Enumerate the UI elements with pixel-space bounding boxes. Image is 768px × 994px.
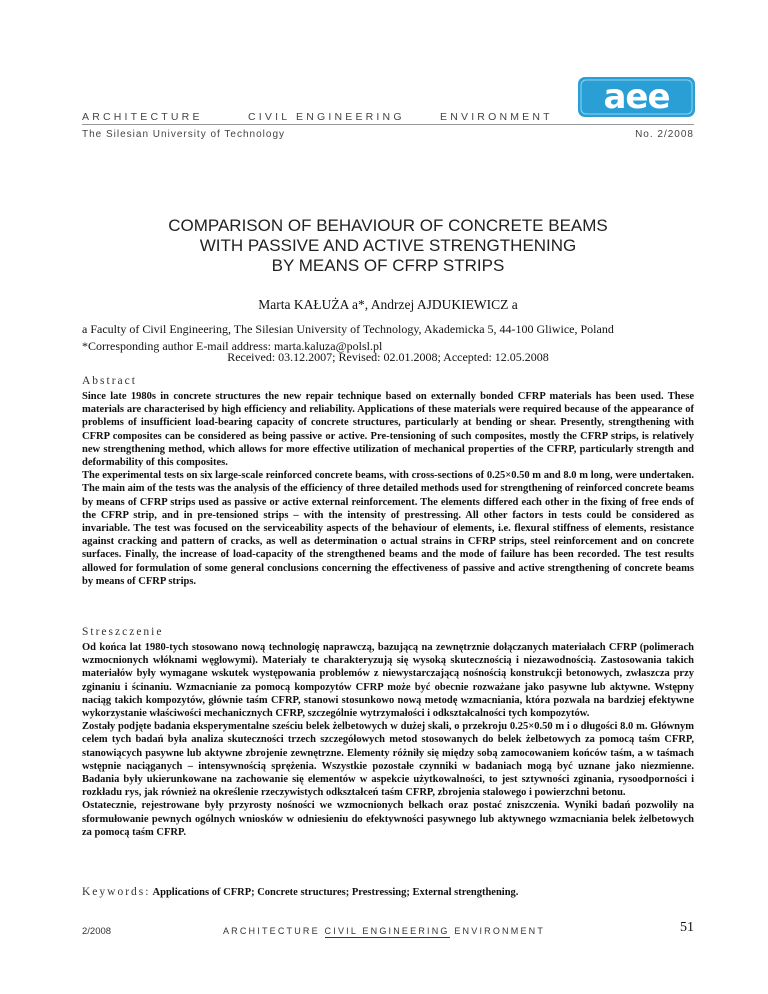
keywords (82, 886, 694, 899)
issue-number: No. 2/2008 (635, 129, 694, 140)
abstract-paragraph: Since late 1980s in concrete structures the new repair technique based on externally bonded CFRP materials has been used. These materials are characterised by high efficiency and reliability. Applications of these materials were required because of the appearance of problems of insufficient load-bearing capacity of concrete structures, particularly at bending or shear. Presently, strengthening with CFRP composites can be considered as being passive or active. Pre-tensioning of such composites, mostly the CFRP strips, is relatively new strengthening method, which allows for more effective utilization of mechanical properties of the CFRP, particularly strength and deformability of this composites. (82, 391, 694, 469)
authors: Marta KAŁUŻA a*, Andrzej AJDUKIEWICZ a (258, 297, 518, 312)
paper-title (82, 216, 694, 276)
page-number: 51 (680, 920, 694, 935)
title-line-1: COMPARISON OF BEHAVIOUR OF CONCRETE BEAMS (168, 216, 608, 235)
affiliation: a Faculty of Civil Engineering, The Silesian University of Technology, Akademicka 5, 44-100 Gliwice, Poland (82, 322, 614, 336)
title-line-2: WITH PASSIVE AND ACTIVE STRENGTHENING (199, 236, 577, 255)
journal-logo (578, 77, 695, 117)
footer-word-civil-engineering: CIVIL ENGINEERING (324, 926, 450, 936)
journal-word-environment: ENVIRONMENT (440, 111, 553, 123)
corresponding-author: *Corresponding author E-mail address: marta.kaluza@polsl.pl (82, 339, 383, 353)
university-name: The Silesian University of Technology (82, 129, 286, 140)
footer-word-environment: ENVIRONMENT (454, 926, 546, 936)
journal-word-architecture: ARCHITECTURE (82, 111, 203, 123)
journal-word-civil-engineering: CIVIL ENGINEERING (248, 111, 405, 123)
logo-text: aee (603, 77, 670, 117)
streszczenie-paragraph: Ostatecznie, rejestrowane były przyrosty nośności we wzmocnionych belkach oraz postać zniszczenia. Wyniki badań pozwoliły na sformułowanie pewnych ogólnych wniosków w odniesieniu do efektywności pasywnego lub aktywnego wzmacniania belek żelbetowych za pomocą taśm CFRP. (82, 800, 694, 838)
streszczenie-heading: Streszczenie (82, 626, 164, 638)
footer-word-architecture: ARCHITECTURE (222, 926, 320, 936)
abstract-paragraph: The experimental tests on six large-scale reinforced concrete beams, with cross-sections of 0.25×0.50 m and 8.0 m long, were undertaken. The main aim of the tests was the analysis of the efficiency of three detailed methods used for strengthening of reinforced concrete beams by means of CFRP strips used as passive or active external reinforcement. The elements differed each other in the fixing of free ends of the CFRP strip, and in pre-tensioned strips – with the intensity of prestressing. All other factors in tests could be considered as invariable. The test was focused on the serviceability aspects of the behaviour of elements, i.e. flexural stiffness of elements, resistance against cracking and pattern of cracks, as well as determination o actual strains in CFRP strips, steel reinforcement and on concrete surfaces. Finally, the increase of load-capacity of the strengthened beams and the mode of failure has been recorded. The test results allowed for formulation of some general conclusions concerning the effectiveness of passive and active strengthening of concrete beams by means of CFRP strips. (82, 470, 694, 587)
abstract-heading: Abstract (82, 375, 137, 387)
streszczenie-paragraph: Od końca lat 1980-tych stosowano nową technologię naprawczą, bazującą na zewnętrznie dołączanych materiałach CFRP (polimerach wzmocnionych włóknami węglowymi). Materiały te charakteryzują się wysoką skutecznością i niezawodnością. Zastosowania takich materiałów były wymagane wskutek występowania problemów z niewystarczającą nośnością konstrukcji betonowych, zwłaszcza przy zginaniu i ścinaniu. Wzmacnianie za pomocą kompozytów CFRP może być obecnie rozważane jako pasywne lub aktywne. Wstępny naciąg takich kompozytów, głównie taśm CFRP, stanowi stosunkowo nową metodę wzmacniania, która pozwala na bardziej efektywne wykorzystanie właściwości mechanicznych CFRP, szczególnie wytrzymałości i odkształcalności tych kompozytów. (82, 642, 694, 720)
header-rule (82, 124, 694, 125)
streszczenie-paragraph: Zostały podjęte badania eksperymentalne sześciu belek żelbetowych w dużej skali, o przekroju 0.25×0.50 m i o długości 8.0 m. Głównym celem tych badań była analiza skuteczności trzech szczegółowych metod stosowanych do belek żelbetowych za pomocą taśm CFRP, stanowiących pasywne lub aktywne zbrojenie zewnętrzne. Elementy różniły się między sobą zamocowaniem końców taśm, a w taśmach wstępnie naciąganych – intensywnością sprężenia. Wszystkie pozostałe czynniki w badaniach mogą być uznane jako niezmienne. Badania były ukierunkowane na zachowanie się elementów w aspekcie użytkowalności, to jest sztywności zginania, rysoodporności i rozkładu rys, jak również na określenie rzeczywistych odkształceń taśm CFRP, zbrojenia stalowego i powierzchni betonu. (82, 721, 694, 799)
received-dates: Received: 03.12.2007; Revised: 02.01.2008; Accepted: 12.05.2008 (227, 350, 549, 364)
abstract-body (82, 390, 694, 588)
streszczenie-body (82, 641, 694, 839)
keywords-text: Applications of CFRP; Concrete structures; Prestressing; External strengthening. (152, 887, 519, 898)
keywords-label: Keywords: (82, 886, 151, 898)
title-line-3: BY MEANS OF CFRP STRIPS (271, 256, 505, 275)
footer-journal (0, 926, 768, 936)
footer-issue: 2/2008 (82, 926, 112, 937)
